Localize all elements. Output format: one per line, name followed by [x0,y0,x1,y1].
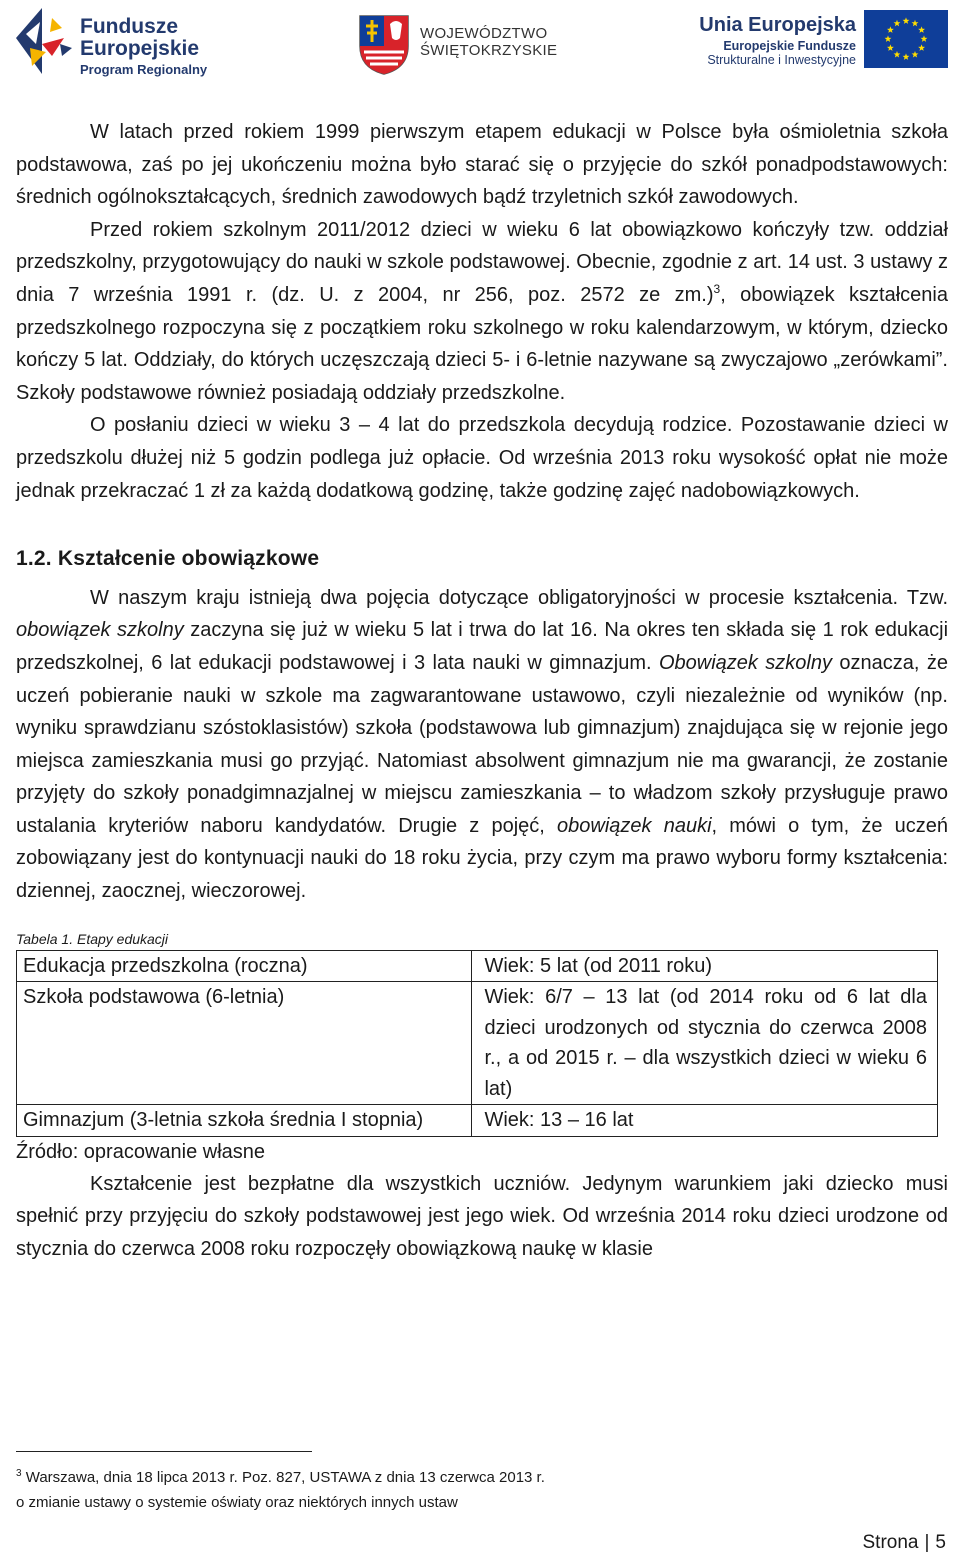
footnote-ref-3[interactable]: 3 [713,281,721,296]
paragraph-2 [16,214,948,410]
table-cell-stage: Edukacja przedszkolna (roczna) [17,950,472,982]
paragraph-4-part-c: oznacza, że uczeń pobieranie nauki w szkole ma zagwarantowane ustawowo, czyli niezależnie od wyników (np. wyniku sprawdzianu szóstoklasistów) szkoła (podstawowa lub gimnazjum) znajdująca się w rejonie jego miejsca zamieszkania musi go przyjąć. Natomiast absolwent gimnazjum nie ma gwarancji, że zostanie przyjęty do szkoły ponadgimnazjalnej w miejscu zamieszkania – to władzom szkoły przysługuje prawo ustalania kryteriów naboru kandydatów. Drugie z pojęć, [16,651,948,837]
footnote-line-1 [16,1465,946,1490]
ue-logo-line3: Strukturalne i Inwestycyjne [707,53,856,68]
paragraph-3: O posłaniu dzieci w wieku 3 – 4 lat do przedszkola decydują rodzice. Pozostawanie dzieci w przedszkolu dłużej niż 5 godzin podlega już opłacie. Od września 2013 roku wysokość opłat nie może jednak przekraczać 1 zł za każdą dodatkową godzinę, także godzinę zajęć nadobowiązkowych. [16,414,948,502]
paragraph-4-part-a: W naszym kraju istnieją dwa pojęcia dotyczące obligatoryjności w procesie kształcenia. Tzw. [90,586,948,609]
table-cell-age: Wiek: 6/7 – 13 lat (od 2014 roku od 6 lat dla dzieci urodzonych od stycznia do czerwca 2008 r., a od 2015 r. – dla wszystkich dzieci w wieku 6 lat) [472,982,938,1105]
unia-europejska-logo [648,10,948,76]
footnote-line-2: o zmianie ustawy o systemie oświaty oraz niektórych innych ustaw [16,1494,458,1511]
footnote-mark: 3 [16,1468,22,1479]
table-source: Źródło: opracowanie własne [16,1140,266,1163]
fe-logo-line2: Europejskie [80,37,200,61]
term-obowiazek-szkolny: obowiązek szkolny [16,619,184,642]
ws-logo-line1: WOJEWÓDZTWO [420,25,548,42]
paragraph-4-part-d: , mówi o tym, że uczeń zobowiązany jest do kontynuacji nauki do 18 roku życia, przy czym ma prawo wyboru formy kształcenia: dziennej, zaocznej, wieczorowej. [16,814,949,903]
fundusze-europejskie-star-icon [12,4,76,76]
fundusze-europejskie-logo [12,4,212,80]
table-cell-age: Wiek: 5 lat (od 2011 roku) [472,950,938,982]
ws-logo-line2: ŚWIĘTOKRZYSKIE [420,41,558,59]
term-obowiazek-szkolny-2: Obowiązek szkolny [658,651,832,674]
education-stages-table [16,950,938,1137]
footnote [16,1465,946,1515]
table-cell-stage: Szkoła podstawowa (6-letnia) [17,982,472,1105]
ue-logo-line1: Unia Europejska [699,14,856,36]
page-separator: | [924,1532,930,1553]
table-caption: Tabela 1. Etapy edukacji [16,930,169,947]
wojewodztwo-swietokrzyskie-logo [356,12,556,76]
paragraph-2-part-b: , obowiązek kształcenia przedszkolnego rozpoczyna się z początkiem roku szkolnego w roku kalendarzowym, w którym, dziecko kończy 5 lat. Oddziały, do których uczęszczają dzieci 5- i 6-letnie nazywane są zwyczajowo „zerówkami”. Szkoły podstawowe również posiadają oddziały przedszkolne. [16,283,948,404]
paragraph-2-part-a: Przed rokiem szkolnym 2011/2012 dzieci w wieku 6 lat obowiązkowo kończyły tzw. oddział przedszkolny, przygotowujący do nauki w szkole podstawowej. Obecnie, zgodnie z art. 14 ust. 3 ustawy z dnia 7 września 1991 r. (dz. U. z 2004, nr 256, poz. 2572 ze zm.) [16,218,948,306]
paragraph-4-part-b: zaczyna się już w wieku 5 lat i trwa do lat 16. Na okres ten składa się 1 rok edukacji przedszkolnej, 6 lat edukacji podstawowej i 3 lata nauki w gimnazjum. [16,619,949,674]
document-body [16,116,948,1265]
term-obowiazek-nauki: obowiązek nauki [557,814,712,837]
footnote-text-1: Warszawa, dnia 18 lipca 2013 r. Poz. 827, USTAWA z dnia 13 czerwca 2013 r. [21,1469,545,1486]
coat-of-arms-shield-icon [356,12,412,76]
table-row [17,1105,938,1137]
fe-logo-line3: Program Regionalny [80,62,208,78]
ue-logo-line2: Europejskie Fundusze [723,39,856,53]
table-row [17,982,938,1105]
table-row [17,950,938,982]
footnote-separator [16,1451,312,1452]
section-heading: 1.2. Kształcenie obowiązkowe [16,547,320,571]
eu-flag-icon [864,10,948,68]
table-cell-age: Wiek: 13 – 16 lat [472,1105,938,1137]
paragraph-4 [16,582,948,908]
page-number: 5 [935,1532,946,1553]
page-label: Strona [862,1532,919,1553]
paragraph-1: W latach przed rokiem 1999 pierwszym etapem edukacji w Polsce była ośmioletnia szkoła podstawowa, zaś po jej ukończeniu można było starać się o przyjęcie do szkół ponadpodstawowych: średnich ogólnokształcących, średnich zawodowych bądź trzyletnich szkół zawodowych. [16,121,948,209]
page-header [0,0,960,84]
table-cell-stage: Gimnazjum (3-letnia szkoła średnia I stopnia) [17,1105,472,1137]
page-number-footer [863,1532,947,1554]
fe-logo-line1: Fundusze [80,15,178,38]
paragraph-5: Kształcenie jest bezpłatne dla wszystkich uczniów. Jedynym warunkiem jaki dziecko musi spełnić przy przyjęciu do szkoły podstawowej jest jego wiek. Od września 2014 roku dzieci urodzone od stycznia do czerwca 2008 roku rozpoczęły obowiązkową naukę w klasie [16,1172,948,1260]
